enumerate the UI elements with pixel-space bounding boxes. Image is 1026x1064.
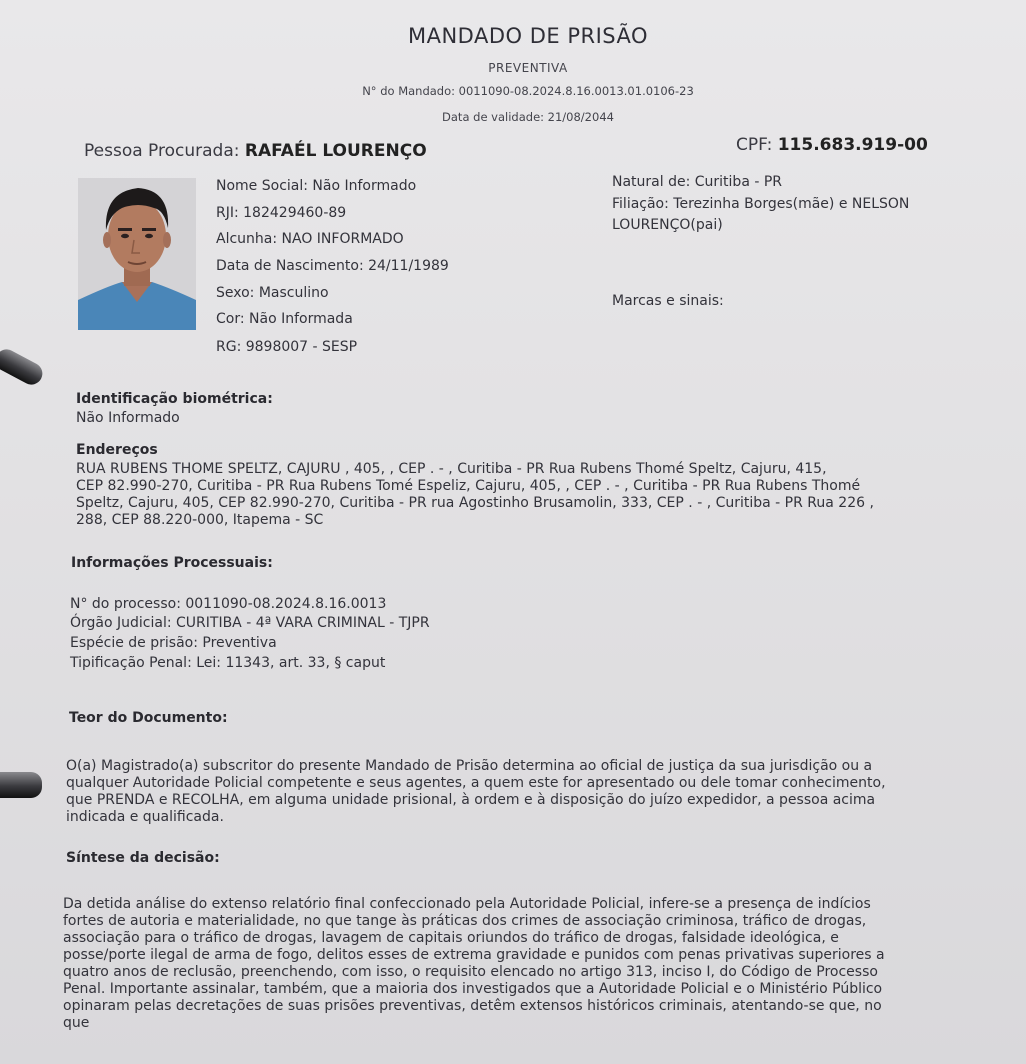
sintese-heading: Síntese da decisão: (66, 850, 220, 866)
binder-hole-top (0, 346, 46, 389)
endereco-line: CEP 82.990-270, Curitiba - PR Rua Rubens Tomé Espeliz, Cajuru, 405, , CEP . - , Curitiba - PR Rua Rubens Thomé (76, 478, 861, 494)
teor-line: indicada e qualificada. (66, 809, 224, 825)
warrant-number: N° do Mandado: 0011090-08.2024.8.16.0013.01.0106-23 (362, 84, 694, 98)
sintese-line: opinaram pelas decretações de suas prisões preventivas, detêm extensos históricos criminais, atentando-se que, no (63, 998, 882, 1014)
marcas-sinais: Marcas e sinais: (612, 293, 724, 309)
numero-processo: N° do processo: 0011090-08.2024.8.16.0013 (70, 596, 387, 612)
enderecos-text (76, 461, 956, 529)
binder-hole-bottom (0, 772, 42, 798)
filiacao-line-1: Filiação: Terezinha Borges(mãe) e NELSON (612, 196, 910, 212)
cpf-value: 115.683.919-00 (777, 135, 928, 155)
data-nascimento: Data de Nascimento: 24/11/1989 (216, 258, 449, 274)
warrant-type: PREVENTIVA (488, 61, 568, 75)
teor-line: qualquer Autoridade Policial competente e seus agentes, a quem este for apresentado ou dele tomar conhecimento, (66, 775, 886, 791)
biometria-value: Não Informado (76, 410, 180, 426)
sintese-line: Da detida análise do extenso relatório final confeccionado pela Autoridade Policial, infere-se a presença de indícios (63, 896, 871, 912)
sintese-line: Penal. Importante assinalar, também, que a maioria dos investigados que a Autoridade Policial e o Ministério Público (63, 981, 883, 997)
nome-social: Nome Social: Não Informado (216, 178, 417, 194)
teor-text (66, 758, 988, 826)
especie-prisao: Espécie de prisão: Preventiva (70, 635, 277, 651)
sintese-text (63, 896, 993, 1032)
person-photo (78, 178, 196, 330)
rg: RG: 9898007 - SESP (216, 339, 358, 355)
enderecos-heading: Endereços (76, 442, 158, 458)
cpf-label: CPF: (736, 135, 778, 155)
filiacao-line-2: LOURENÇO(pai) (612, 217, 723, 233)
endereco-line: 288, CEP 88.220-000, Itapema - SC (76, 512, 324, 528)
wanted-person (84, 141, 427, 161)
portrait-image (78, 178, 196, 330)
rji: RJI: 182429460-89 (216, 205, 347, 221)
tipificacao-penal: Tipificação Penal: Lei: 11343, art. 33, § caput (70, 655, 386, 671)
document-title: MANDADO DE PRISÃO (407, 24, 649, 48)
endereco-line: Speltz, Cajuru, 405, CEP 82.990-270, Curitiba - PR rua Agostinho Brusamolin, 333, CEP . - , Curitiba - PR Rua 226 , (76, 495, 874, 511)
sintese-line: quatro anos de reclusão, preenchendo, com isso, o requisito elencado no artigo 313, inciso I, do Código de Processo (63, 964, 878, 980)
alcunha: Alcunha: NAO INFORMADO (216, 231, 404, 247)
biometria-heading: Identificação biométrica: (76, 391, 273, 407)
sintese-line: posse/porte ilegal de arma de fogo, delitos esses de extrema gravidade e punidos com penas privativas superiores a (63, 947, 885, 963)
naturalidade: Natural de: Curitiba - PR (612, 174, 783, 190)
validity-date: Data de validade: 21/08/2044 (442, 110, 614, 124)
teor-line: que PRENDA e RECOLHA, em alguma unidade prisional, à ordem e à disposição do juízo expedidor, a pessoa acima (66, 792, 876, 808)
teor-heading: Teor do Documento: (69, 710, 228, 726)
cpf (736, 135, 928, 155)
sintese-line: fortes de autoria e materialidade, no que tange às práticas dos crimes de associação criminosa, tráfico de drogas, (63, 913, 867, 929)
sintese-line: associação para o tráfico de drogas, lavagem de capitais oriundos do tráfico de drogas, falsidade ideológica, e (63, 930, 839, 946)
processuais-heading: Informações Processuais: (71, 555, 273, 571)
orgao-judicial: Órgão Judicial: CURITIBA - 4ª VARA CRIMINAL - TJPR (70, 615, 430, 631)
teor-line: O(a) Magistrado(a) subscritor do presente Mandado de Prisão determina ao oficial de justiça da sua jurisdição ou a (66, 758, 873, 774)
sexo: Sexo: Masculino (216, 285, 329, 301)
cor: Cor: Não Informada (216, 311, 353, 327)
sintese-line: que (63, 1015, 90, 1031)
wanted-person-label: Pessoa Procurada: (84, 141, 245, 161)
wanted-person-name: RAFAÉL LOURENÇO (244, 141, 427, 161)
endereco-line: RUA RUBENS THOME SPELTZ, CAJURU , 405, , CEP . - , Curitiba - PR Rua Rubens Thomé Speltz, Cajuru, 415, (76, 461, 827, 477)
